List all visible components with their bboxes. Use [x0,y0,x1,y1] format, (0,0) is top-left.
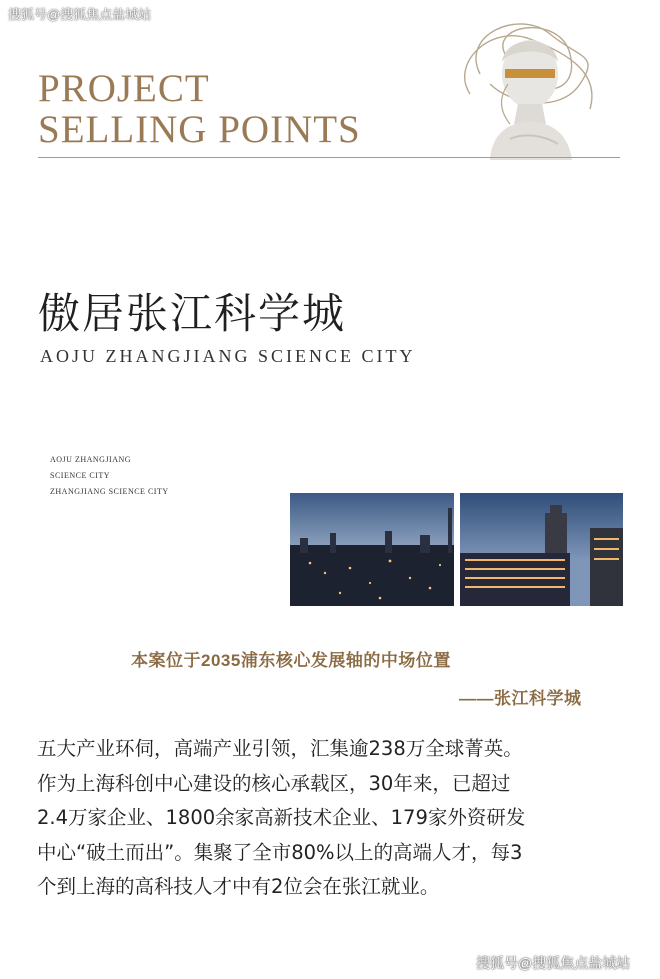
highlight-location: 本案位于2035浦东核心发展轴的中场位置 [131,651,451,670]
watermark-bottom: 搜狐号@搜狐焦点盐城站 [476,955,631,971]
title-chinese: 傲居张江科学城 [38,289,347,338]
body-line: 作为上海科创中心建设的核心承载区，30年来，已超过 [37,771,511,795]
body-line: 个到上海的高科技人才中有2位会在张江就业。 [37,875,440,898]
small-caps-label [50,452,169,500]
title-english: AOJU ZHANGJIANG SCIENCE CITY [40,346,416,366]
body-line: 中心“破土而出”。集聚了全市80%以上的高端人才，每3 [37,840,523,864]
small-caps-line: AOJU ZHANGJIANG [50,455,132,464]
body-line: 2.4万家企业、1800余家高新技术企业、179家外资研发 [37,806,526,829]
small-caps-line: ZHANGJIANG SCIENCE CITY [50,487,169,496]
city-dusk-photo-right [460,493,623,606]
header-divider [38,157,620,158]
body-line: 五大产业环伺，高端产业引领，汇集逾238万全球菁英。 [37,737,523,760]
watermark-top: 搜狐号@搜狐焦点盐城站 [8,7,152,22]
city-dusk-photo-left [290,493,454,606]
header-line-1: PROJECT [38,67,210,110]
statue-bust-image [450,14,610,160]
header-line-2: SELLING POINTS [38,108,361,151]
header-title [38,68,361,150]
body-paragraph [37,732,637,905]
highlight-area-name: ——张江科学城 [459,689,582,708]
small-caps-line: SCIENCE CITY [50,471,110,480]
